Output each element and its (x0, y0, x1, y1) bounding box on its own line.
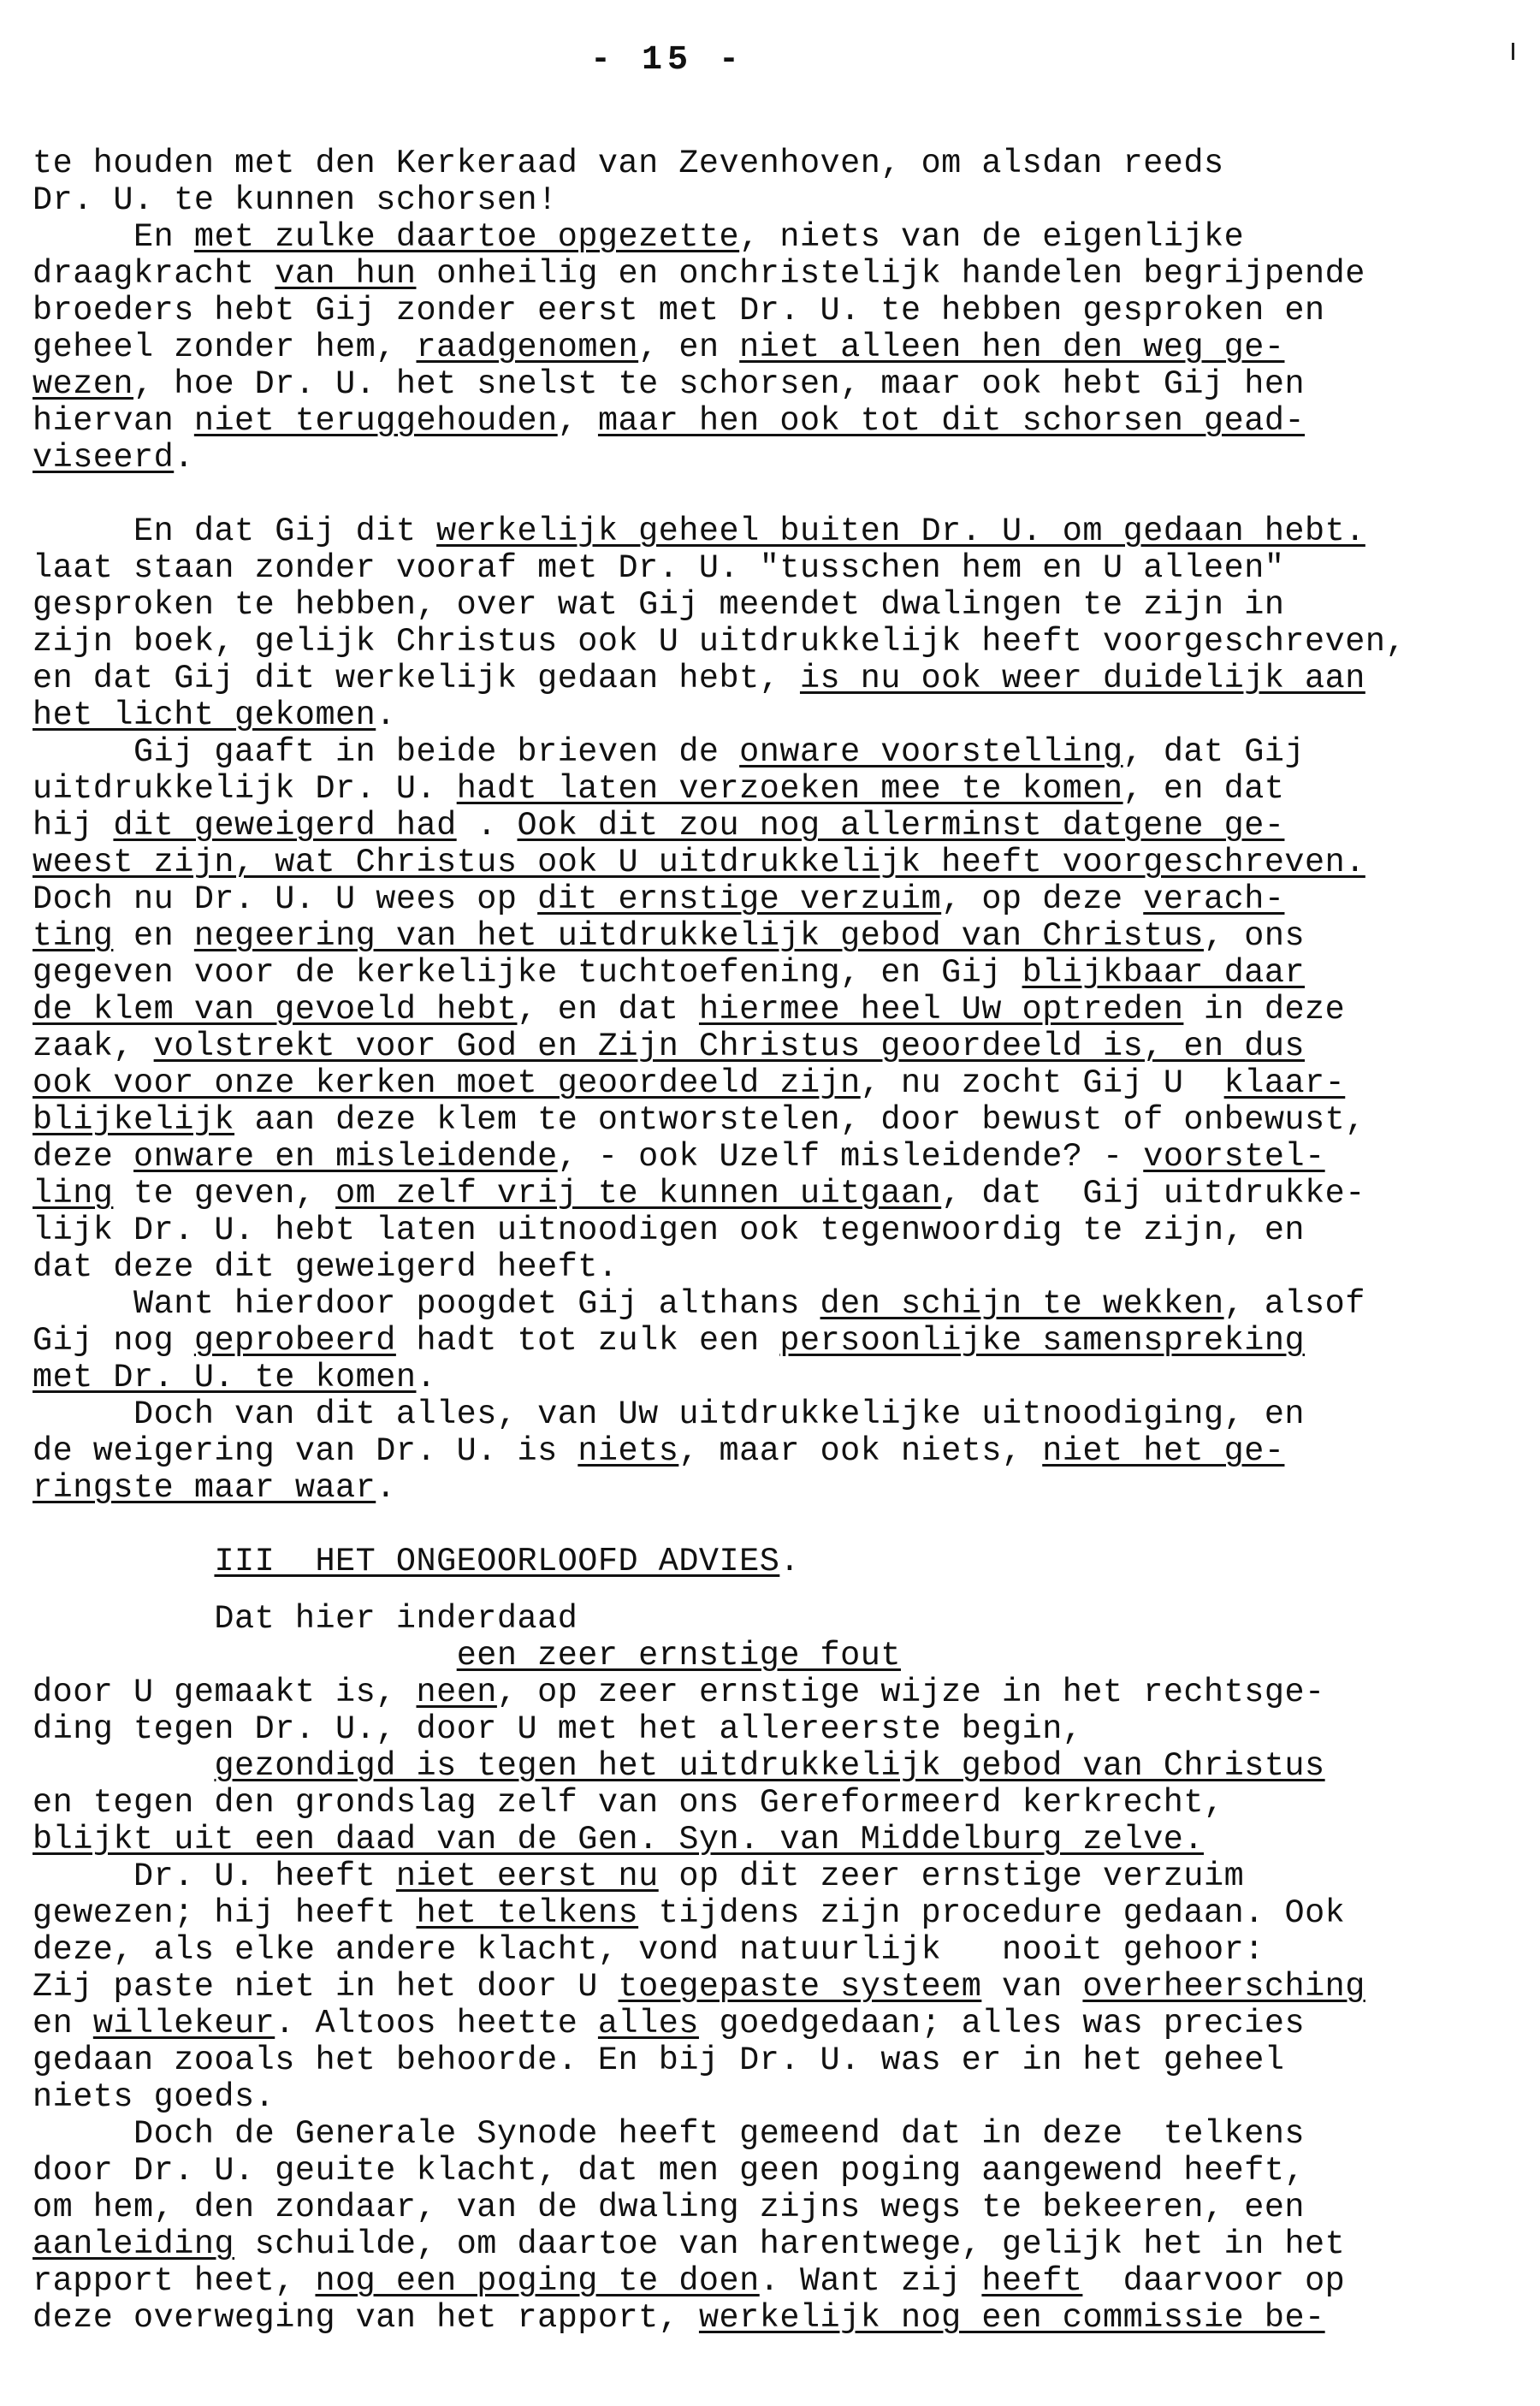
document-body (33, 145, 1504, 2337)
text-segment: Dat hier inderdaad (33, 1600, 578, 1638)
text-line (33, 1544, 1504, 1580)
text-segment: hadt tot zulk een (395, 1322, 780, 1360)
text-segment: . Want zij (759, 2262, 982, 2300)
text-segment: draagkracht (33, 255, 275, 293)
text-line (33, 219, 1504, 256)
text-segment: op dit zeer ernstige verzuim (658, 1858, 1245, 1895)
text-segment: hiervan (33, 402, 194, 440)
text-line (33, 1249, 1504, 1286)
text-line (33, 1711, 1504, 1748)
text-segment: gegeven voor de kerkelijke tuchtoefening, en Gij (33, 954, 1022, 992)
text-line (33, 771, 1504, 808)
text-line (33, 955, 1504, 992)
underlined-text: werkelijk geheel buiten Dr. U. om gedaan hebt. (436, 513, 1365, 550)
underlined-text: maar hen ook tot dit schorsen gead- (597, 402, 1306, 440)
text-segment: , en dat (517, 991, 699, 1028)
underlined-text: blijkt uit een daad van de Gen. Syn. van Middelburg zelve. (33, 1821, 1205, 1858)
text-segment: en (33, 2005, 93, 2042)
text-segment: zijn boek, gelijk Christus ook U uitdrukkelijk heeft voorgeschreven, (33, 623, 1407, 661)
text-line (33, 440, 1504, 477)
text-segment: lijk Dr. U. hebt laten uitnoodigen ook tegenwoordig te zijn, en (33, 1212, 1306, 1249)
underlined-text: alles (597, 2005, 699, 2042)
text-segment: , (557, 402, 598, 440)
underlined-text: met Dr. U. te komen (33, 1359, 417, 1396)
underlined-text: onware voorstelling (739, 733, 1123, 771)
text-line (33, 2226, 1504, 2263)
underlined-text: het telkens (416, 1894, 639, 1932)
text-segment: schuilde, om daartoe van harentwege, gelijk het in het (234, 2225, 1346, 2263)
text-line (33, 1969, 1504, 2006)
text-segment: , maar ook niets, (678, 1432, 1043, 1470)
underlined-text: hadt laten verzoeken mee te komen (456, 770, 1123, 808)
underlined-text: III HET ONGEOORLOOFD ADVIES (214, 1543, 780, 1580)
text-line (33, 1858, 1504, 1895)
text-segment: , niets van de eigenlijke (739, 218, 1245, 256)
text-line (33, 1176, 1504, 1212)
underlined-text: niet eerst nu (395, 1858, 659, 1895)
text-segment: in deze (1183, 991, 1346, 1028)
underlined-text: nog een poging te doen (315, 2262, 760, 2300)
text-line (33, 1360, 1504, 1396)
text-line (33, 1396, 1504, 1433)
underlined-text: Ook dit zou nog allerminst datgene ge- (517, 807, 1285, 844)
text-line (33, 2153, 1504, 2190)
text-line (33, 697, 1504, 734)
text-segment: , op deze (941, 880, 1144, 918)
text-line (33, 844, 1504, 881)
text-line (33, 1470, 1504, 1507)
paragraph-gap (33, 1580, 1504, 1601)
text-segment: zaak, (33, 1028, 154, 1065)
text-segment: Gij nog (33, 1322, 194, 1360)
text-line (33, 256, 1504, 293)
text-segment: door Dr. U. geuite klacht, dat men geen poging aangewend heeft, (33, 2152, 1306, 2190)
text-segment: aan deze klem te ontworstelen, door bewust of onbewust, (234, 1101, 1365, 1139)
text-segment: te geven, (113, 1175, 336, 1212)
text-line (33, 182, 1504, 219)
underlined-text: niet het ge- (1042, 1432, 1285, 1470)
underlined-text: van hun (275, 255, 417, 293)
underlined-text: verach- (1143, 880, 1285, 918)
text-line (33, 513, 1504, 550)
underlined-text: willekeur (92, 2005, 275, 2042)
underlined-text: gezondigd is tegen het uitdrukkelijk gebod van Christus (214, 1747, 1325, 1785)
text-line (33, 1601, 1504, 1638)
underlined-text: wezen (33, 365, 134, 403)
text-line (33, 145, 1504, 182)
text-segment: , en (638, 329, 740, 366)
text-segment: , nu zocht Gij U (860, 1064, 1224, 1102)
underlined-text: den schijn te wekken (820, 1285, 1224, 1323)
text-line (33, 1102, 1504, 1139)
text-line (33, 2079, 1504, 2116)
text-segment: , dat Gij (1122, 733, 1306, 771)
underlined-text: om zelf vrij te kunnen uitgaan (335, 1175, 942, 1212)
text-line (33, 1286, 1504, 1323)
text-line (33, 2300, 1504, 2337)
text-line (33, 2042, 1504, 2079)
underlined-text: hiermee heel Uw optreden (698, 991, 1184, 1028)
text-line (33, 808, 1504, 844)
text-line (33, 2006, 1504, 2042)
text-line (33, 1748, 1504, 1785)
text-segment: Want hierdoor poogdet Gij althans (33, 1285, 820, 1323)
underlined-text: het licht gekomen (33, 696, 376, 734)
underlined-text: ting (33, 917, 114, 955)
text-segment: onheilig en onchristelijk handelen begrijpende (416, 255, 1365, 293)
text-line (33, 293, 1504, 329)
text-line (33, 1822, 1504, 1858)
text-segment: broeders hebt Gij zonder eerst met Dr. U. te hebben gesproken en (33, 292, 1325, 329)
underlined-text: dit ernstige verzuim (537, 880, 942, 918)
underlined-text: aanleiding (33, 2225, 235, 2263)
text-line (33, 918, 1504, 955)
underlined-text: overheersching (1082, 1968, 1365, 2006)
text-line (33, 587, 1504, 624)
underlined-text: niets (578, 1432, 679, 1470)
text-line (33, 1139, 1504, 1176)
text-segment: . Altoos heette (275, 2005, 598, 2042)
text-line (33, 1895, 1504, 1932)
text-segment: en dat Gij dit werkelijk gedaan hebt, (33, 660, 800, 697)
text-line (33, 2116, 1504, 2153)
underlined-text: weest zijn, wat Christus ook U uitdrukkelijk heeft voorgeschreven. (33, 844, 1365, 881)
text-segment: , dat Gij uitdrukke- (941, 1175, 1365, 1212)
text-line (33, 624, 1504, 661)
text-segment (33, 1747, 214, 1785)
underlined-text: een zeer ernstige fout (456, 1637, 901, 1674)
underlined-text: onware en misleidende (133, 1138, 558, 1176)
text-segment: . (456, 807, 518, 844)
text-segment: , hoe Dr. U. het snelst te schorsen, maar ook hebt Gij hen (133, 365, 1306, 403)
paragraph-gap (33, 1507, 1504, 1544)
underlined-text: dit geweigerd had (113, 807, 457, 844)
text-line (33, 992, 1504, 1028)
text-segment: geheel zonder hem, (33, 329, 417, 366)
underlined-text: klaar- (1223, 1064, 1346, 1102)
underlined-text: geprobeerd (193, 1322, 396, 1360)
text-line (33, 550, 1504, 587)
text-line (33, 881, 1504, 918)
text-segment: En dat Gij dit (33, 513, 437, 550)
underlined-text: blijkbaar daar (1022, 954, 1306, 992)
underlined-text: toegepaste systeem (618, 1968, 982, 2006)
text-segment: Doch de Generale Synode heeft gemeend dat in deze telkens (33, 2115, 1306, 2153)
text-segment (33, 1637, 457, 1674)
text-segment: Doch nu Dr. U. U wees op (33, 880, 538, 918)
underlined-text: niet alleen hen den weg ge- (739, 329, 1285, 366)
text-segment: hij (33, 807, 114, 844)
text-line (33, 661, 1504, 697)
text-segment: gesproken te hebben, over wat Gij meendet dwalingen te zijn in (33, 586, 1285, 624)
text-segment: gewezen; hij heeft (33, 1894, 417, 1932)
text-segment: uitdrukkelijk Dr. U. (33, 770, 457, 808)
underlined-text: voorstel- (1143, 1138, 1325, 1176)
text-segment: , - ook Uzelf misleidende? - (557, 1138, 1144, 1176)
underlined-text: heeft (981, 2262, 1083, 2300)
text-line (33, 1433, 1504, 1470)
underlined-text: viseerd (33, 439, 175, 477)
underlined-text: negeering van het uitdrukkelijk gebod van Christus (193, 917, 1205, 955)
underlined-text: raadgenomen (416, 329, 639, 366)
text-segment: te houden met den Kerkeraad van Zevenhoven, om alsdan reeds (33, 145, 1224, 182)
text-segment: om hem, den zondaar, van de dwaling zijns wegs te bekeeren, een (33, 2189, 1306, 2226)
text-segment: ding tegen Dr. U., door U met het allereerste begin, (33, 1710, 1083, 1748)
text-line (33, 734, 1504, 771)
text-segment: . (416, 1359, 437, 1396)
text-segment: Zij paste niet in het door U (33, 1968, 619, 2006)
text-segment: en tegen den grondslag zelf van ons Gereformeerd kerkrecht, (33, 1784, 1224, 1822)
text-line (33, 1785, 1504, 1822)
underlined-text: ling (33, 1175, 114, 1212)
text-line (33, 1674, 1504, 1711)
text-line (33, 1323, 1504, 1360)
text-segment: . (376, 1469, 396, 1507)
text-line (33, 1638, 1504, 1674)
text-line (33, 1065, 1504, 1102)
text-segment: gedaan zooals het behoorde. En bij Dr. U. was er in het geheel (33, 2042, 1285, 2079)
text-line (33, 329, 1504, 366)
text-segment: door U gemaakt is, (33, 1674, 417, 1711)
text-segment: En (33, 218, 194, 256)
text-segment: goedgedaan; alles was precies (698, 2005, 1306, 2042)
text-segment: Dr. U. te kunnen schorsen! (33, 181, 558, 219)
text-segment: Dr. U. heeft (33, 1858, 396, 1895)
text-line (33, 366, 1504, 403)
underlined-text: blijkelijk (33, 1101, 235, 1139)
text-segment: . (779, 1543, 800, 1580)
text-line (33, 1932, 1504, 1969)
underlined-text: ook voor onze kerken moet geoordeeld zijn (33, 1064, 861, 1102)
text-segment: , alsof (1223, 1285, 1365, 1323)
underlined-text: werkelijk nog een commissie be- (698, 2299, 1325, 2337)
text-line (33, 2190, 1504, 2226)
text-segment: , ons (1204, 917, 1306, 955)
text-segment: en (113, 917, 194, 955)
text-segment: Doch van dit alles, van Uw uitdrukkelijke uitnoodiging, en (33, 1396, 1306, 1433)
underlined-text: ringste maar waar (33, 1469, 376, 1507)
text-segment: deze (33, 1138, 134, 1176)
edge-mark (1512, 43, 1514, 60)
text-segment: . (376, 696, 396, 734)
underlined-text: persoonlijke samenspreking (779, 1322, 1306, 1360)
text-segment: van (981, 1968, 1083, 2006)
underlined-text: met zulke daartoe opgezette (193, 218, 740, 256)
text-segment: dat deze dit geweigerd heeft. (33, 1248, 619, 1286)
underlined-text: neen (416, 1674, 497, 1711)
text-segment (33, 1543, 214, 1580)
text-segment: deze overweging van het rapport, (33, 2299, 699, 2337)
underlined-text: niet teruggehouden (193, 402, 558, 440)
text-segment: rapport heet, (33, 2262, 316, 2300)
text-segment: laat staan zonder vooraf met Dr. U. "tusschen hem en U alleen" (33, 549, 1285, 587)
text-segment: daarvoor op (1082, 2262, 1346, 2300)
underlined-text: is nu ook weer duidelijk aan (799, 660, 1365, 697)
text-line (33, 403, 1504, 440)
text-segment: Gij gaaft in beide brieven de (33, 733, 740, 771)
underlined-text: volstrekt voor God en Zijn Christus geoordeeld is, en dus (153, 1028, 1306, 1065)
text-segment: . (174, 439, 194, 477)
text-segment: , op zeer ernstige wijze in het rechtsge- (496, 1674, 1325, 1711)
text-line (33, 1212, 1504, 1249)
text-segment: de weigering van Dr. U. is (33, 1432, 578, 1470)
page-number: - 15 - (589, 41, 745, 80)
paragraph-gap (33, 477, 1504, 513)
text-line (33, 2263, 1504, 2300)
underlined-text: de klem van gevoeld hebt (33, 991, 518, 1028)
text-segment: tijdens zijn procedure gedaan. Ook (638, 1894, 1346, 1932)
text-line (33, 1028, 1504, 1065)
text-segment: niets goeds. (33, 2078, 275, 2116)
text-segment: deze, als elke andere klacht, vond natuurlijk nooit gehoor: (33, 1931, 1265, 1969)
text-segment: , en dat (1122, 770, 1285, 808)
